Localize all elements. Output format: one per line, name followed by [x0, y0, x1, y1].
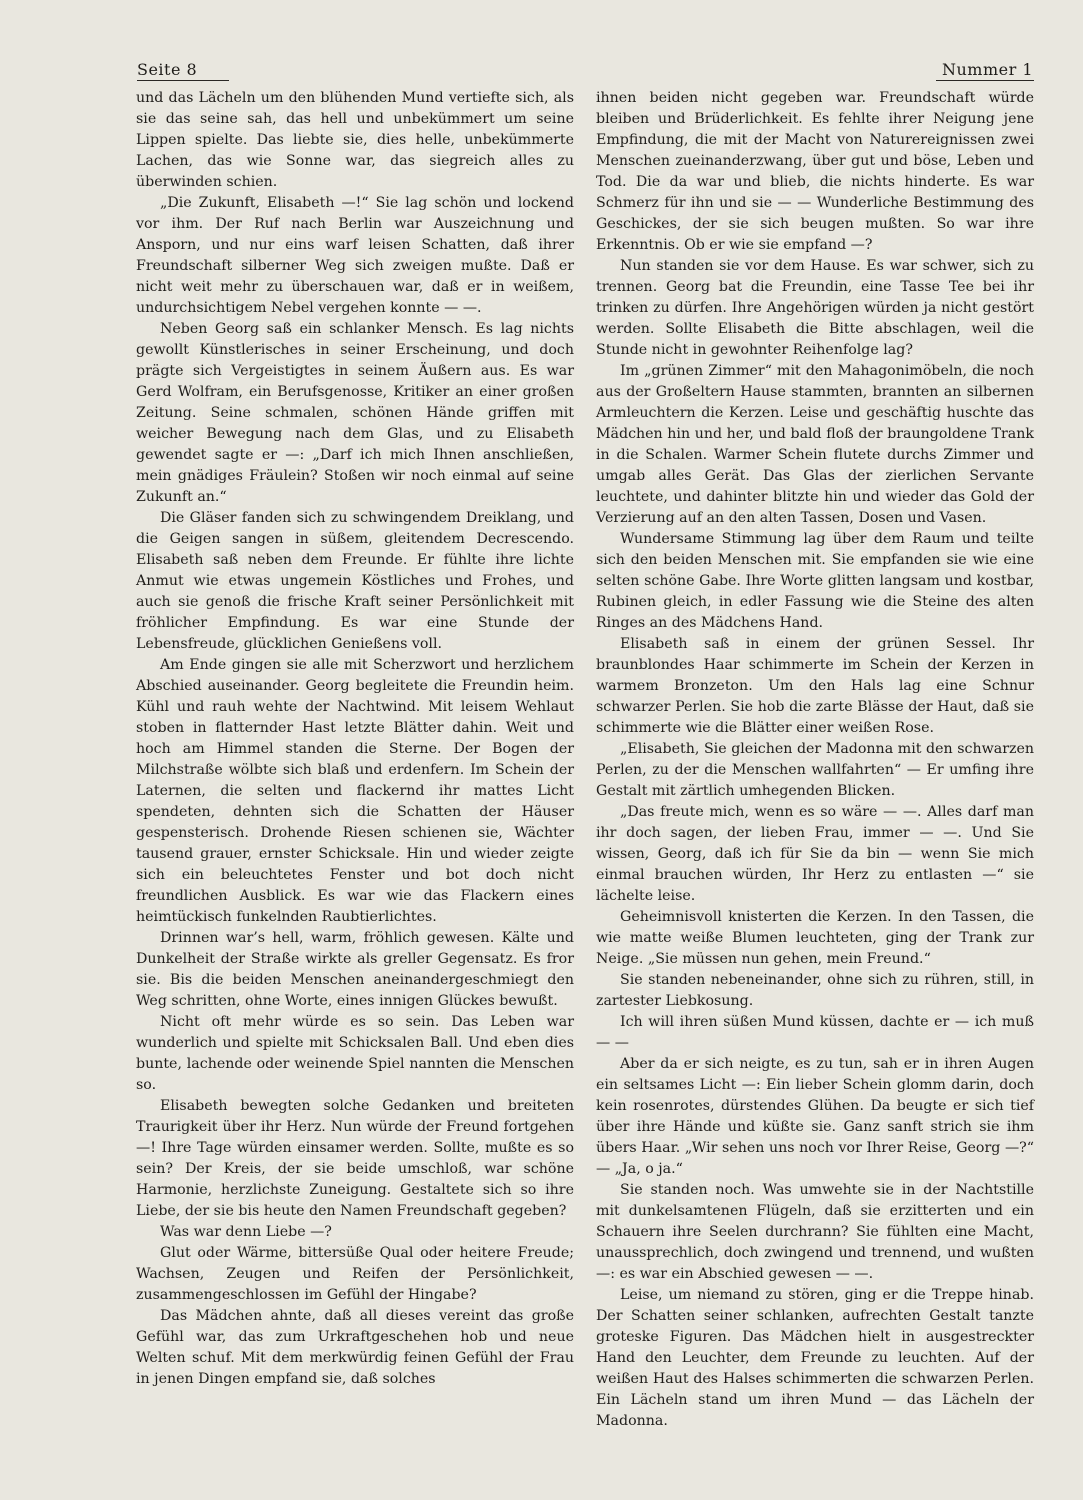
paragraph: Am Ende gingen sie alle mit Scherzwort und herzlichem Abschied auseinander. Georg begleitete die Freundin heim. Kühl und rauh wehte der Nachtwind. Mit leisem Wehlaut stoben in flatternder Hast letzte Blätter dahin. Weit und hoch am Himmel standen die Sterne. Der Bogen der Milchstraße wölbte sich blaß und erdenfern. Im Schein der Laternen, die selten und flackernd ihr mattes Licht spendeten, dehnten sich die Schatten der Häuser gespensterisch. Drohende Riesen schienen sie, Wächter tausend grauer, ernster Schicksale. Hin und wieder zeigte sich ein beleuchtetes Fenster und bot doch nicht freundlichen Ausblick. Es war wie das Flackern eines heimtückisch funkelnden Raubtierlichtes.	[136, 657, 574, 925]
paragraph: Aber da er sich neigte, es zu tun, sah er in ihren Augen ein seltsames Licht —: Ein lieber Schein glomm darin, doch kein rosenrotes, dürstendes Glühen. Da beugte er sich tief über ihre Hände und küßte sie. Ganz sanft strich sie ihm übers Haar. „Wir sehen uns noch vor Ihrer Reise, Georg —?“ — „Ja, o ja.“	[596, 1056, 1034, 1177]
paragraph: Geheimnisvoll knisterten die Kerzen. In den Tassen, die wie matte weiße Blumen leuchteten, ging der Trank zur Neige. „Sie müssen nun gehen, mein Freund.“	[596, 909, 1034, 967]
paragraph: Was war denn Liebe —?	[160, 1224, 332, 1240]
paragraph: Elisabeth saß in einem der grünen Sessel. Ihr braunblondes Haar schimmerte im Schein der Kerzen in warmem Bronzeton. Um den Hals lag eine Schnur schwarzer Perlen. Sie hob die zarte Blässe der Haut, daß sie schimmerte wie die Blätter einer weißen Rose.	[596, 636, 1034, 736]
paragraph: Drinnen war’s hell, warm, fröhlich gewesen. Kälte und Dunkelheit der Straße wirkte als greller Gegensatz. Es fror sie. Bis die beiden Menschen aneinandergeschmiegt den Weg schritten, ohne Worte, eines innigen Glückes bewußt.	[136, 930, 574, 1009]
paragraph: Neben Georg saß ein schlanker Mensch. Es lag nichts gewollt Künstlerisches in seiner Erscheinung, und doch prägte sich Vergeistigtes in seinem Äußern aus. Es war Gerd Wolfram, ein Berufsgenosse, Kritiker an einer großen Zeitung. Seine schmalen, schönen Hände griffen mit weicher Bewegung nach dem Glas, und zu Elisabeth gewendet sagte er —: „Darf ich mich Ihnen anschließen, mein gnädiges Fräulein? Stoßen wir noch einmal auf seine Zukunft an.“	[136, 321, 574, 505]
paragraph: Das Mädchen ahnte, daß all dieses vereint das große Gefühl war, das zum Urkraftgeschehen hob und neue Welten schuf. Mit dem merkwürdig feinen Gefühl der Frau in jenen Dingen empfand sie, daß solches	[136, 1308, 574, 1387]
page-number: Seite 8	[137, 60, 198, 79]
left-column	[136, 88, 574, 1390]
paragraph: Elisabeth bewegten solche Gedanken und breiteten Traurigkeit über ihr Herz. Nun würde der Freund fortgehen —! Ihre Tage würden einsamer werden. Sollte, mußte es so sein? Der Kreis, der sie beide umschloß, war schöne Harmonie, herzlichste Zuneigung. Gestaltete sich so ihre Liebe, der sie bis heute den Namen Freundschaft gegeben?	[136, 1098, 574, 1219]
header-rule-left	[137, 80, 229, 81]
paragraph: Glut oder Wärme, bittersüße Qual oder heitere Freude; Wachsen, Zeugen und Reifen der Persönlichkeit, zusammengeschlossen im Gefühl der Hingabe?	[136, 1245, 574, 1303]
paragraph: Die Gläser fanden sich zu schwingendem Dreiklang, und die Geigen sangen in süßem, gleitendem Decrescendo. Elisabeth saß neben dem Freunde. Er fühlte ihre lichte Anmut wie etwas ungemein Köstliches und Frohes, und auch sie genoß die frische Kraft seiner Persönlichkeit mit fröhlicher Empfindung. Es war eine Stunde der Lebensfreude, glücklichen Genießens voll.	[136, 510, 574, 652]
paragraph: Nicht oft mehr würde es so sein. Das Leben war wunderlich und spielte mit Schicksalen Ball. Und eben dies bunte, lachende oder weinende Spiel nannten die Menschen so.	[136, 1014, 574, 1093]
paragraph: Im „grünen Zimmer“ mit den Mahagonimöbeln, die noch aus der Großeltern Hause stammten, brannten an silbernen Armleuchtern die Kerzen. Leise und geschäftig huschte das Mädchen hin und her, und bald floß der braungoldene Trank in die Schalen. Warmer Schein flutete durchs Zimmer und umgab alles Gerät. Das Glas der zierlichen Servante leuchtete, und dahinter blitzte hin und wieder das Gold der Verzierung auf an den alten Tassen, Dosen und Vasen.	[596, 363, 1034, 526]
paragraph: und das Lächeln um den blühenden Mund vertiefte sich, als sie das seine sah, das hell und unbekümmert um seine Lippen spielte. Das liebte sie, dies helle, unbekümmerte Lachen, das wie Sonne war, das siegreich alles zu überwinden schien.	[136, 90, 574, 190]
issue-number: Nummer 1	[941, 60, 1033, 79]
right-column	[596, 88, 1034, 1432]
paragraph: Ich will ihren süßen Mund küssen, dachte er — ich muß — —	[596, 1014, 1034, 1051]
paragraph: Sie standen nebeneinander, ohne sich zu rühren, still, in zartester Liebkosung.	[596, 972, 1034, 1009]
paragraph: „Die Zukunft, Elisabeth —!“ Sie lag schön und lockend vor ihm. Der Ruf nach Berlin war Auszeichnung und Ansporn, und nur eins warf leisen Schatten, daß ihrer Freundschaft silberner Weg sich zweigen mußte. Daß er nicht weit mehr zu überschauen war, daß er in weißem, undurchsichtigem Nebel vergehen konnte — —.	[136, 195, 574, 316]
paragraph: Nun standen sie vor dem Hause. Es war schwer, sich zu trennen. Georg bat die Freundin, eine Tasse Tee bei ihr trinken zu dürfen. Ihre Angehörigen würden ja nicht gestört werden. Sollte Elisabeth die Bitte abschlagen, weil die Stunde nicht in gewohnter Reihenfolge lag?	[596, 258, 1034, 358]
paragraph: „Elisabeth, Sie gleichen der Madonna mit den schwarzen Perlen, zu der die Menschen wallfahrten“ — Er umfing ihre Gestalt mit zärtlich umhegenden Blicken.	[596, 741, 1034, 799]
paragraph: ihnen beiden nicht gegeben war. Freundschaft würde bleiben und Brüderlichkeit. Es fehlte ihrer Neigung jene Empfindung, die mit der Macht von Naturereignissen zwei Menschen zueinanderzwang, über gut und böse, Leben und Tod. Die da war und blieb, die nichts hinderte. Es war Schmerz für ihn und sie — — Wunderliche Bestimmung des Geschickes, der sie sich beugen mußten. So war ihre Erkenntnis. Ob er wie sie empfand —?	[596, 90, 1034, 253]
paragraph: Wundersame Stimmung lag über dem Raum und teilte sich den beiden Menschen mit. Sie empfanden sie wie eine selten schöne Gabe. Ihre Worte glitten langsam und kostbar, Rubinen gleich, in edler Fassung wie die Steine des alten Ringes an des Mädchens Hand.	[596, 531, 1034, 631]
paragraph: Leise, um niemand zu stören, ging er die Treppe hinab. Der Schatten seiner schlanken, aufrechten Gestalt tanzte groteske Figuren. Das Mädchen hielt in ausgestreckter Hand den Leuchter, dem Freunde zu leuchten. Auf der weißen Haut des Halses schimmerten die schwarzen Perlen. Ein Lächeln stand um ihren Mund — das Lächeln der Madonna.	[596, 1287, 1034, 1429]
header-rule-right	[936, 80, 1034, 81]
paragraph: Sie standen noch. Was umwehte sie in der Nachtstille mit dunkelsamtenen Flügeln, daß sie erzitterten und ein Schauern ihre Seelen durchrann? Sie fühlten eine Macht, unaussprechlich, doch zwingend und trennend, und wußten —: es war ein Abschied gewesen — —.	[596, 1182, 1034, 1282]
paragraph: „Das freute mich, wenn es so wäre — —. Alles darf man ihr doch sagen, der lieben Frau, immer — —. Und Sie wissen, Georg, daß ich für Sie da bin — wenn Sie mich einmal brauchen würden, Ihr Herz zu entlasten —“ sie lächelte leise.	[596, 804, 1034, 904]
